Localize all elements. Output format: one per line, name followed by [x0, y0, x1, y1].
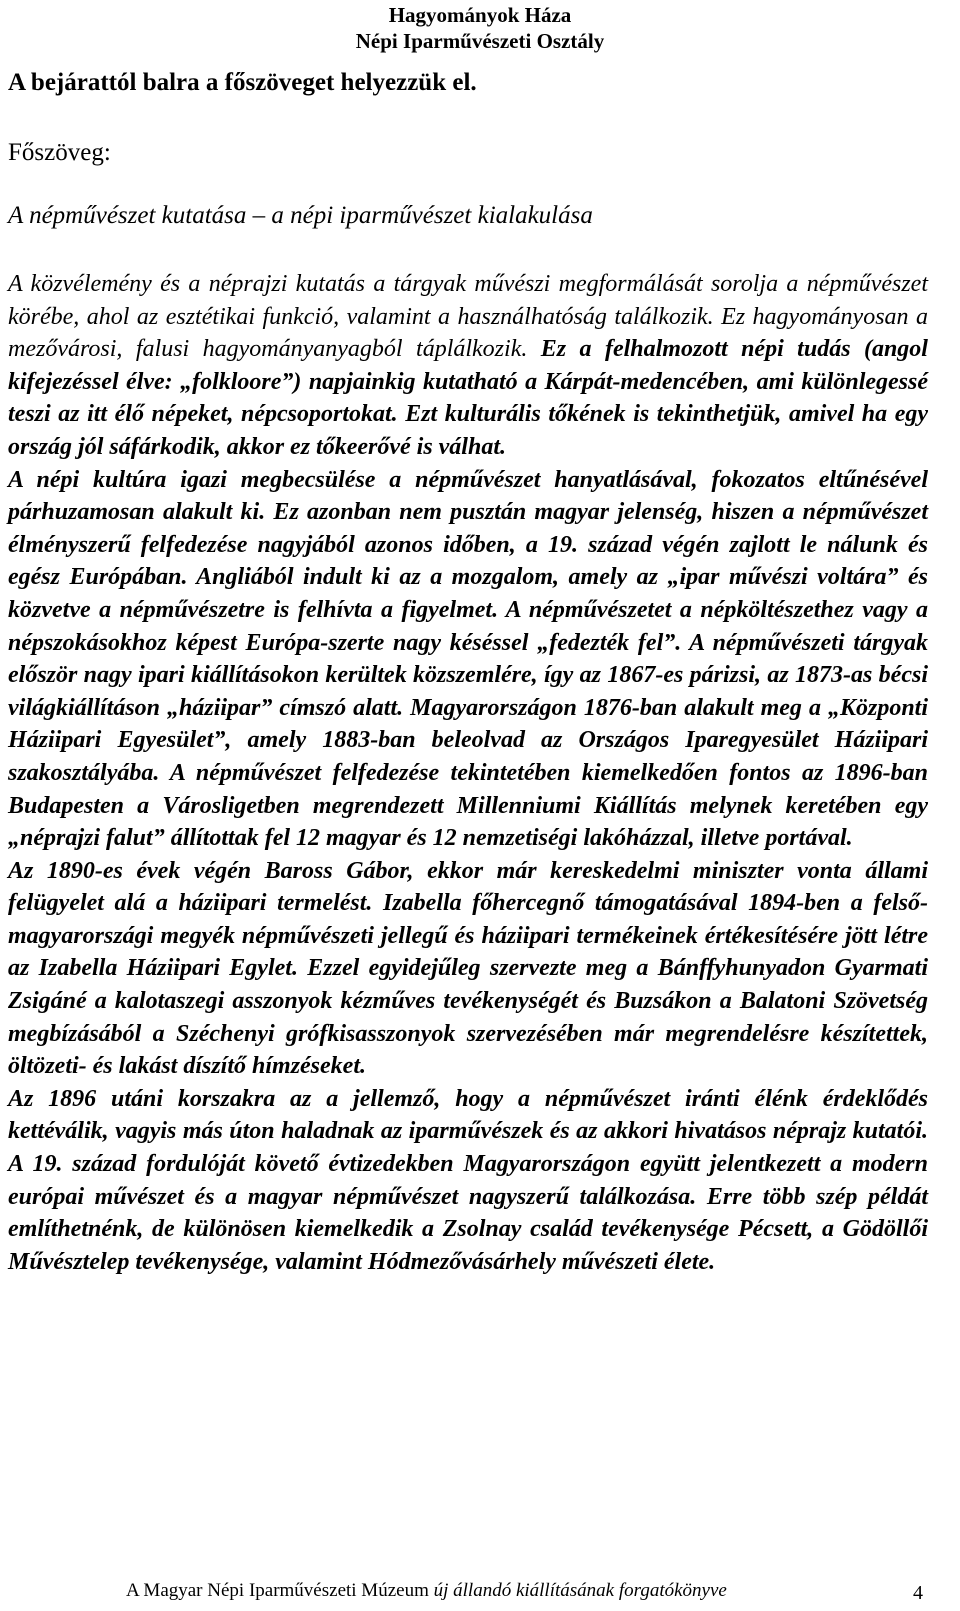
paragraph-1-intro: A közvélemény és a néprajzi kutatás a tárgyak művészi megformálását sorolja a népművészet körébe, ahol az esztétikai funkció, valamint a használhatóság találkozik. Ez hagyományosan a mezővárosi, falusi hagyományanyagból táplálkozik. — [8, 271, 928, 363]
main-text — [8, 268, 928, 1278]
page-header — [330, 2, 630, 54]
paragraph-1 — [8, 268, 928, 464]
section-label: Főszöveg: — [8, 139, 111, 166]
intro-instruction: A bejárattól balra a főszöveget helyezzük el. — [8, 69, 477, 96]
footer-script-title: új állandó kiállításának forgatókönyve — [433, 1580, 727, 1601]
paragraph-1-continuation: Ez a felhalmozott népi tudás (angol kifejezéssel élve: „folkloore”) napjainkig kutatható a Kárpát-medencében, ami különlegessé teszi az itt élő népeket, népcsoportokat. Ezt kulturális tőkének is tekinthetjük, amivel ha egy ország jól sáfárkodik, akkor ez tőkeerővé is válhat. — [8, 336, 928, 460]
paragraph-2: A népi kultúra igazi megbecsülése a népművészet hanyatlásával, fokozatos eltűnésével párhuzamosan alakult ki. Ez azonban nem pusztán magyar jelenség, hiszen a népművészet élményszerű felfedezése nagyjából azonos időben, a 19. század végén zajlott le nálunk és egész Európában. Angliából indult ki az a mozgalom, amely az „ipar művészi voltára” és közvetve a népművészetre is felhívta a figyelmet. A népművészetet a népköltészethez vagy a népszokásokhoz képest Európa-szerte nagy késéssel „fedezték fel”. A népművészeti tárgyak először nagy ipari kiállításokon kerültek közszemlére, így az 1867-es párizsi, az 1873-as bécsi világkiállításon „háziipar” címszó alatt. Magyarországon 1876-ban alakult meg a „Központi Háziipari Egyesület”, amely 1883-ban beleolvad az Országos Iparegyesület Háziipari szakosztályába. A népművészet felfedezése tekintetében kiemelkedően fontos az 1896-ban Budapesten a Városligetben megrendezett Millenniumi Kiállítás melynek keretében egy „néprajzi falut” állítottak fel 12 magyar és 12 nemzetiségi lakóházzal, illetve portával. — [8, 466, 928, 852]
paragraph-4: Az 1896 utáni korszakra az a jellemző, hogy a népművészet iránti élénk érdeklődés kettéválik, vagyis más úton haladnak az iparművészek és az akkori hivatásos néprajz kutatói. A 19. század fordulóját követő évtizedekben Magyarországon együtt jelentkezett a modern európai művészet és a magyar népművészet nagyszerű találkozása. Erre több szép példát említhetnénk, de különösen kiemelkedik a Zsolnay család tevékenysége Pécsett, a Gödöllői Művésztelep tevékenysége, valamint Hódmezővásárhely művészeti élete. — [8, 1085, 928, 1275]
page-footer — [126, 1579, 727, 1603]
footer-museum: A Magyar Népi Iparművészeti Múzeum — [126, 1580, 434, 1601]
paragraph-3: Az 1890-es évek végén Baross Gábor, ekkor már kereskedelmi miniszter vonta állami felügyelet alá a háziipari termelést. Izabella főhercegnő támogatásával 1894-ben a felső-magyarországi megyék népművészeti jellegű és háziipari termékeinek értékesítésére jött létre az Izabella Háziipari Egylet. Ezzel egyidejűleg szervezte meg a Bánffyhunyadon Gyarmati Zsigáné a kalotaszegi asszonyok kézműves tevékenységét és Buzsákon a Balatoni Szövetség megbízásából a Széchenyi grófkisasszonyok szervezésében már megrendelésre készítettek, öltözeti- és lakást díszítő hímzéseket. — [8, 857, 928, 1080]
header-department: Népi Iparművészeti Osztály — [355, 29, 605, 53]
page-number: 4 — [913, 1582, 923, 1604]
section-subtitle: A népművészet kutatása – a népi iparművészet kialakulása — [8, 202, 593, 229]
header-institution: Hagyományok Háza — [388, 3, 572, 27]
